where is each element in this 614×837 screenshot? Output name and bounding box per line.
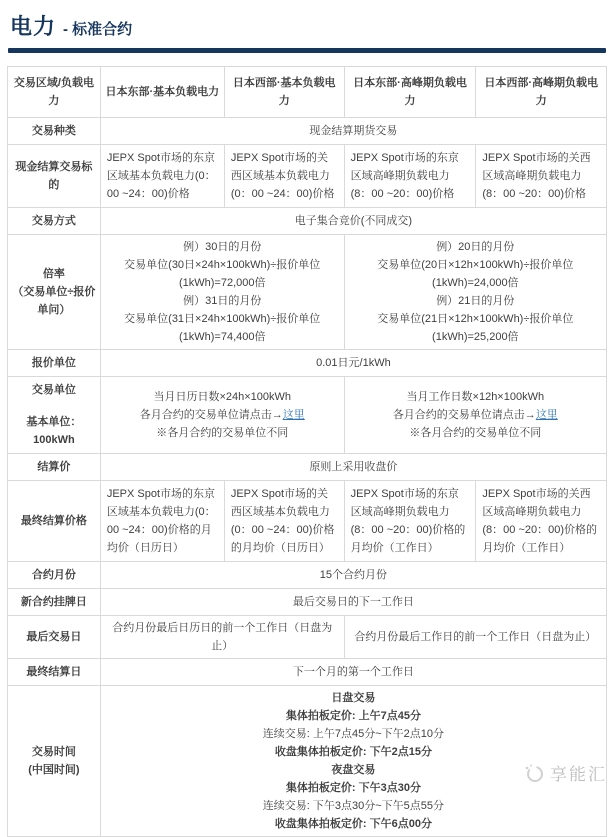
table-row xyxy=(8,481,607,562)
cell-text xyxy=(350,406,601,424)
cell-text: 日盘交易 xyxy=(331,692,376,704)
spec-cell xyxy=(100,454,606,481)
row-label xyxy=(8,481,101,562)
trading-unit-link[interactable]: 这里 xyxy=(282,409,305,421)
cell-text: 例）21日的月份 xyxy=(436,295,515,307)
cell-text: 交易单位(20日×12h×100kWh)÷报价单位 xyxy=(377,259,574,271)
cell-text: (1kWh)=24,000倍 xyxy=(432,277,519,289)
cell-text: JEPX Spot市场的关西区域高峰期负载电力(8：00 ~20：00)价格 xyxy=(482,152,591,200)
row-label xyxy=(8,208,101,235)
cell-text: JEPX Spot市场的东京区域高峰期负载电力(8：00 ~20：00)价格 xyxy=(350,152,459,200)
page-header xyxy=(7,6,607,41)
column-header: 日本西部·基本负载电力 xyxy=(224,67,344,118)
page-subtitle: - 标准合约 xyxy=(63,21,133,38)
table-row xyxy=(8,118,607,145)
row-sublabel-text: （交易单位÷报价单问） xyxy=(12,286,96,316)
row-label xyxy=(8,350,101,377)
row-label xyxy=(8,235,101,350)
row-label-text: 最终结算价格 xyxy=(20,515,87,527)
row-label-text: 结算价 xyxy=(37,461,71,473)
row-label xyxy=(8,454,101,481)
spec-cell xyxy=(100,562,606,589)
cell-text: 下一个月的第一个工作日 xyxy=(292,666,414,678)
table-row xyxy=(8,659,607,686)
table-row xyxy=(8,686,607,837)
table-row xyxy=(8,454,607,481)
row-label-text: 交易方式 xyxy=(31,215,76,227)
column-header: 日本西部·高峰期负载电力 xyxy=(476,67,607,118)
page-title: 电力 xyxy=(10,14,57,39)
spec-cell xyxy=(100,481,224,562)
cell-text: JEPX Spot市场的东京区域基本负载电力(0：00 ~24：00)价格的月均价（日历日） xyxy=(106,488,216,554)
cell-text: 交易单位(21日×12h×100kWh)÷报价单位 xyxy=(377,313,574,325)
cell-text: 例）31日的月份 xyxy=(183,295,262,307)
row-label-text: 现金结算交易标的 xyxy=(15,161,93,191)
cell-text: 合约月份最后日历日的前一个工作日（日盘为止） xyxy=(112,622,333,652)
cell-text: JEPX Spot市场的东京区域基本负载电力(0：00 ~24：00)价格 xyxy=(106,152,216,200)
cell-text: (1kWh)=72,000倍 xyxy=(178,277,266,289)
cell-text: 例）30日的月份 xyxy=(183,241,262,253)
row-label xyxy=(8,686,101,837)
cell-text: ※各月合约的交易单位不同 xyxy=(409,427,542,439)
spec-cell xyxy=(100,377,344,454)
row-sublabel-text: (中国时间) xyxy=(28,764,80,776)
watermark-text: 享能汇 xyxy=(550,765,607,784)
spec-cell xyxy=(100,616,344,659)
corner-header: 交易区域/负载电力 xyxy=(8,67,101,118)
row-label-text: 交易种类 xyxy=(31,125,76,137)
table-row xyxy=(8,589,607,616)
cell-text: ※各月合约的交易单位不同 xyxy=(156,427,289,439)
row-label-text: 交易时间 xyxy=(31,746,76,758)
row-label-text: 合约月份 xyxy=(31,569,76,581)
title-divider-bar xyxy=(8,48,606,53)
spec-cell xyxy=(100,350,606,377)
table-row xyxy=(8,235,607,350)
cell-text: 连续交易: 下午3点30分~下午5点55分 xyxy=(262,800,445,812)
spec-cell xyxy=(100,208,606,235)
row-label xyxy=(8,589,101,616)
table-row xyxy=(8,377,607,454)
brand-logo-icon xyxy=(523,762,545,784)
row-label xyxy=(8,377,101,454)
contract-spec-table xyxy=(7,66,607,837)
spec-cell xyxy=(344,481,476,562)
cell-text: 夜盘交易 xyxy=(331,764,376,776)
cell-text: 收盘集体拍板定价: 下午6点00分 xyxy=(274,818,432,830)
column-header: 日本东部·基本负载电力 xyxy=(100,67,224,118)
column-header: 日本东部·高峰期负载电力 xyxy=(344,67,476,118)
spec-cell xyxy=(224,145,344,208)
row-label-text: 最后交易日 xyxy=(26,631,82,643)
spec-cell xyxy=(344,145,476,208)
cell-text-segment: 各月合约的交易单位请点击→ xyxy=(392,409,536,421)
table-row xyxy=(8,208,607,235)
cell-text: (1kWh)=74,400倍 xyxy=(178,331,266,343)
cell-text: (1kWh)=25,200倍 xyxy=(432,331,519,343)
cell-text: 15个合约月份 xyxy=(319,569,388,581)
spec-cell xyxy=(100,145,224,208)
watermark xyxy=(523,760,607,785)
table-body xyxy=(8,118,607,837)
cell-text: 电子集合竞价(不同成交) xyxy=(294,215,413,227)
table-row xyxy=(8,145,607,208)
cell-text-segment: 各月合约的交易单位请点击→ xyxy=(139,409,283,421)
cell-text: 当月日历日数×24h×100kWh xyxy=(153,391,292,403)
row-label-text: 报价单位 xyxy=(31,357,76,369)
cell-text: 最后交易日的下一工作日 xyxy=(292,596,414,608)
cell-text xyxy=(106,406,339,424)
cell-text: 连续交易: 上午7点45分~下午2点10分 xyxy=(262,728,445,740)
cell-text: 例）20日的月份 xyxy=(436,241,515,253)
cell-text: JEPX Spot市场的关西区域基本负载电力(0：00 ~24：00)价格的月均价（日历日） xyxy=(230,488,335,554)
spec-cell xyxy=(476,481,607,562)
cell-text: 当月工作日数×12h×100kWh xyxy=(406,391,545,403)
spec-cell xyxy=(100,235,344,350)
row-label-text: 最终结算日 xyxy=(26,666,82,678)
spec-cell xyxy=(100,659,606,686)
cell-text: JEPX Spot市场的关西区域基本负载电力(0：00 ~24：00)价格 xyxy=(230,152,335,200)
row-label xyxy=(8,616,101,659)
table-header xyxy=(8,67,607,118)
cell-text: 交易单位(31日×24h×100kWh)÷报价单位 xyxy=(124,313,321,325)
spec-cell xyxy=(344,377,606,454)
cell-text: 0.01日元/1kWh xyxy=(316,357,391,369)
spec-cell xyxy=(224,481,344,562)
row-label xyxy=(8,118,101,145)
spec-cell xyxy=(100,118,606,145)
spec-cell xyxy=(344,616,606,659)
table-row xyxy=(8,616,607,659)
cell-text: 交易单位(30日×24h×100kWh)÷报价单位 xyxy=(124,259,321,271)
row-label-text: 倍率 xyxy=(42,268,65,280)
row-label-text: 新合约挂牌日 xyxy=(20,596,87,608)
row-label xyxy=(8,145,101,208)
row-label xyxy=(8,562,101,589)
spec-cell xyxy=(100,589,606,616)
row-label-text: 交易单位 xyxy=(31,384,76,396)
spec-cell xyxy=(344,235,606,350)
cell-text: 集体拍板定价: 下午3点30分 xyxy=(285,782,421,794)
header-row xyxy=(8,67,607,118)
table-row xyxy=(8,562,607,589)
cell-text: JEPX Spot市场的东京区域高峰期负载电力(8：00 ~20：00)价格的月均价（工作日） xyxy=(350,488,466,554)
cell-text: 现金结算期货交易 xyxy=(309,125,398,137)
cell-text: 收盘集体拍板定价: 下午2点15分 xyxy=(274,746,432,758)
spec-cell xyxy=(476,145,607,208)
trading-unit-link[interactable]: 这里 xyxy=(535,409,558,421)
cell-text: JEPX Spot市场的关西区域高峰期负载电力(8：00 ~20：00)价格的月均价（工作日） xyxy=(482,488,598,554)
table-row xyxy=(8,350,607,377)
cell-text: 合约月份最后工作日的前一个工作日（日盘为止） xyxy=(354,631,597,643)
cell-text: 集体拍板定价: 上午7点45分 xyxy=(285,710,421,722)
row-sublabel-text: 基本单位：100kWh xyxy=(26,416,82,446)
row-label xyxy=(8,659,101,686)
cell-text: 原则上采用收盘价 xyxy=(309,461,398,473)
